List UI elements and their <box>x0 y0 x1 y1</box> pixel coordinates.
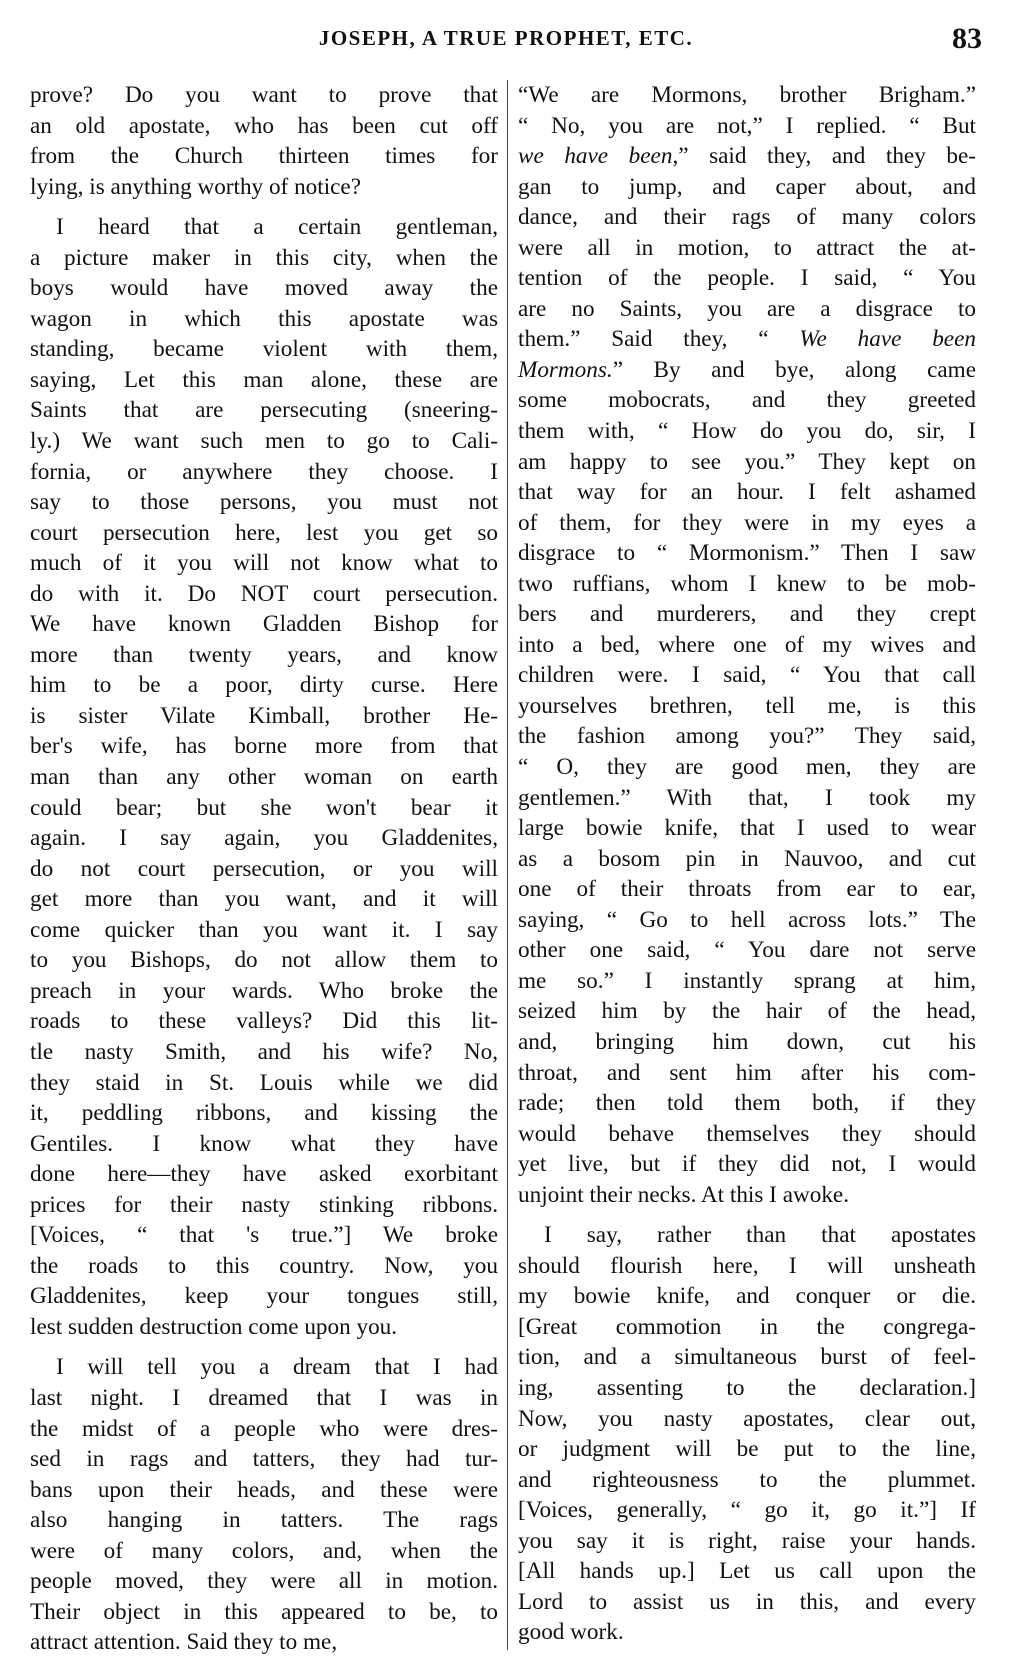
text-line: do not court persecution, or you will <box>30 855 498 882</box>
text-line: lest sudden destruction come upon you. <box>30 1313 398 1340</box>
text-line: a picture maker in this city, when the <box>30 244 498 271</box>
text-line: the fashion among you?” They said, <box>518 723 976 750</box>
text-line: attract attention. Said they to me, <box>30 1629 338 1656</box>
text-line: are no Saints, you are a disgrace to <box>518 295 976 322</box>
text-line: him to be a poor, dirty curse. Here <box>30 672 498 699</box>
text-line: were of many colors, and, when the <box>30 1537 498 1564</box>
left-column <box>30 80 498 1658</box>
text-line: done here—they have asked exorbitant <box>30 1161 498 1188</box>
text-line: man than any other woman on earth <box>30 764 498 791</box>
text-line: Now, you nasty apostates, clear out, <box>518 1405 976 1432</box>
text-line: yourselves brethren, tell me, is this <box>518 692 976 719</box>
text-line: “We are Mormons, brother Brigham.” <box>518 82 976 108</box>
text-line: dance, and their rags of many colors <box>518 204 976 231</box>
text-line: prices for their nasty stinking ribbons. <box>30 1191 498 1218</box>
text-line: is sister Vilate Kimball, brother He- <box>30 702 498 729</box>
text-line: say to those persons, you must not <box>30 489 498 516</box>
text-line: Gladdenites, keep your tongues still, <box>30 1283 498 1310</box>
text-line: [Voices, “ that 's true.”] We broke <box>30 1222 498 1249</box>
text-line: two ruffians, whom I knew to be mob- <box>518 570 976 597</box>
text-line: children were. I said, “ You that call <box>518 662 976 689</box>
text-line: as a bosom pin in Nauvoo, and cut <box>518 845 976 872</box>
text-line: to you Bishops, do not allow them to <box>30 947 498 974</box>
page-number: 83 <box>952 22 982 55</box>
text-line: [All hands up.] Let us call upon the <box>518 1558 976 1585</box>
text-line: throat, and sent him after his com- <box>518 1059 976 1086</box>
text-line: standing, became violent with them, <box>30 336 498 363</box>
text-line: large bowie knife, that I used to wear <box>518 815 976 842</box>
text-line: tle nasty Smith, and his wife? No, <box>30 1038 498 1065</box>
italic-phrase: We have been <box>799 326 976 353</box>
text-line: into a bed, where one of my wives and <box>518 631 976 658</box>
text-line: fornia, or anywhere they choose. I <box>30 458 498 485</box>
text-line: gentlemen.” With that, I took my <box>518 784 976 811</box>
italic-phrase: Mormons. <box>518 356 613 383</box>
text-line: they staid in St. Louis while we did <box>30 1069 498 1096</box>
text-line: lying, is anything worthy of notice? <box>30 173 362 200</box>
text-line: Lord to assist us in this, and every <box>518 1588 976 1615</box>
text-line: them.” Said they, “ We have been <box>518 326 976 353</box>
text-line: should flourish here, I will unsheath <box>518 1252 976 1279</box>
italic-phrase: we have been <box>518 143 673 170</box>
column-divider <box>507 80 508 1650</box>
text-line: you say it is right, raise your hands. <box>518 1527 976 1554</box>
text-line: sed in rags and tatters, they had tur- <box>30 1446 498 1473</box>
text-line: from the Church thirteen times for <box>30 143 498 170</box>
text-line: court persecution here, lest you get so <box>30 519 498 546</box>
text-line: I heard that a certain gentleman, <box>56 214 498 241</box>
text-line: saying, Let this man alone, these are <box>30 366 498 393</box>
text-line: prove? Do you want to prove that <box>30 82 498 108</box>
text-line: were all in motion, to attract the at- <box>518 234 976 261</box>
text-line: get more than you want, and it will <box>30 886 498 913</box>
text-line: and righteousness to the plummet. <box>518 1466 976 1493</box>
text-line: one of their throats from ear to ear, <box>518 876 976 903</box>
text-line: wagon in which this apostate was <box>30 305 498 332</box>
paragraph-gap <box>30 1342 498 1352</box>
text-line: rade; then told them both, if they <box>518 1090 976 1117</box>
running-title: JOSEPH, A TRUE PROPHET, ETC. <box>318 26 694 50</box>
text-line: disgrace to “ Mormonism.” Then I saw <box>518 540 976 567</box>
text-line: other one said, “ You dare not serve <box>518 937 976 964</box>
text-line: Gentiles. I know what they have <box>30 1130 498 1157</box>
text-line: an old apostate, who has been cut off <box>30 112 498 139</box>
paragraph-gap <box>518 1210 976 1220</box>
text-line: saying, “ Go to hell across lots.” The <box>518 906 976 933</box>
text-line: we have been,” said they, and they be- <box>518 143 976 170</box>
text-line: that way for an hour. I felt ashamed <box>518 479 976 506</box>
text-line: me so.” I instantly sprang at him, <box>518 967 976 994</box>
text-line: ber's wife, has borne more from that <box>30 733 498 760</box>
text-line: unjoint their necks. At this I awoke. <box>518 1181 850 1208</box>
text-line: the roads to this country. Now, you <box>30 1252 498 1279</box>
text-line: or judgment will be put to the line, <box>518 1436 976 1463</box>
text-line: them with, “ How do you do, sir, I <box>518 418 976 445</box>
text-line: [Great commotion in the congrega- <box>518 1313 976 1340</box>
text-line: Saints that are persecuting (sneering- <box>30 397 498 424</box>
text-line: seized him by the hair of the head, <box>518 998 976 1025</box>
text-line: would behave themselves they should <box>518 1120 976 1147</box>
text-line: last night. I dreamed that I was in <box>30 1384 498 1411</box>
text-line: of them, for they were in my eyes a <box>518 509 976 536</box>
text-line: am happy to see you.” They kept on <box>518 448 976 475</box>
text-line: do with it. Do NOT court persecution. <box>30 580 498 607</box>
text-line: again. I say again, you Gladdenites, <box>30 825 498 852</box>
text-line: tion, and a simultaneous burst of feel- <box>518 1344 976 1371</box>
text-line: good work. <box>518 1619 624 1646</box>
text-line: boys would have moved away the <box>30 275 498 302</box>
text-line: yet live, but if they did not, I would <box>518 1151 976 1178</box>
text-line: Their object in this appeared to be, to <box>30 1598 498 1625</box>
text-line: much of it you will not know what to <box>30 550 498 577</box>
text-line: “ No, you are not,” I replied. “ But <box>518 112 976 139</box>
text-line: Mormons.” By and bye, along came <box>518 356 976 383</box>
text-line: roads to these valleys? Did this lit- <box>30 1008 498 1035</box>
text-line: it, peddling ribbons, and kissing the <box>30 1100 498 1127</box>
text-line: [Voices, generally, “ go it, go it.”] If <box>518 1497 976 1524</box>
text-line: the midst of a people who were dres- <box>30 1415 498 1442</box>
text-line: I will tell you a dream that I had <box>56 1354 498 1381</box>
text-line: ly.) We want such men to go to Cali- <box>30 428 498 455</box>
text-line: preach in your wards. Who broke the <box>30 977 498 1004</box>
text-line: gan to jump, and caper about, and <box>518 173 976 200</box>
text-line: bans upon their heads, and these were <box>30 1476 498 1503</box>
text-line: and, bringing him down, cut his <box>518 1028 976 1055</box>
text-line: come quicker than you want it. I say <box>30 916 498 943</box>
paragraph-gap <box>30 202 498 212</box>
page-header <box>30 22 982 66</box>
text-line: We have known Gladden Bishop for <box>30 611 498 638</box>
text-line: I say, rather than that apostates <box>544 1222 976 1249</box>
text-line: ing, assenting to the declaration.] <box>518 1374 976 1401</box>
text-line: “ O, they are good men, they are <box>518 754 976 781</box>
text-line: my bowie knife, and conquer or die. <box>518 1283 976 1310</box>
text-line: people moved, they were all in motion. <box>30 1568 498 1595</box>
text-line: some mobocrats, and they greeted <box>518 387 976 414</box>
text-line: tention of the people. I said, “ You <box>518 265 976 292</box>
text-line: bers and murderers, and they crept <box>518 601 976 628</box>
right-column <box>518 80 976 1648</box>
text-line: also hanging in tatters. The rags <box>30 1507 498 1534</box>
text-line: more than twenty years, and know <box>30 641 498 668</box>
text-line: could bear; but she won't bear it <box>30 794 498 821</box>
